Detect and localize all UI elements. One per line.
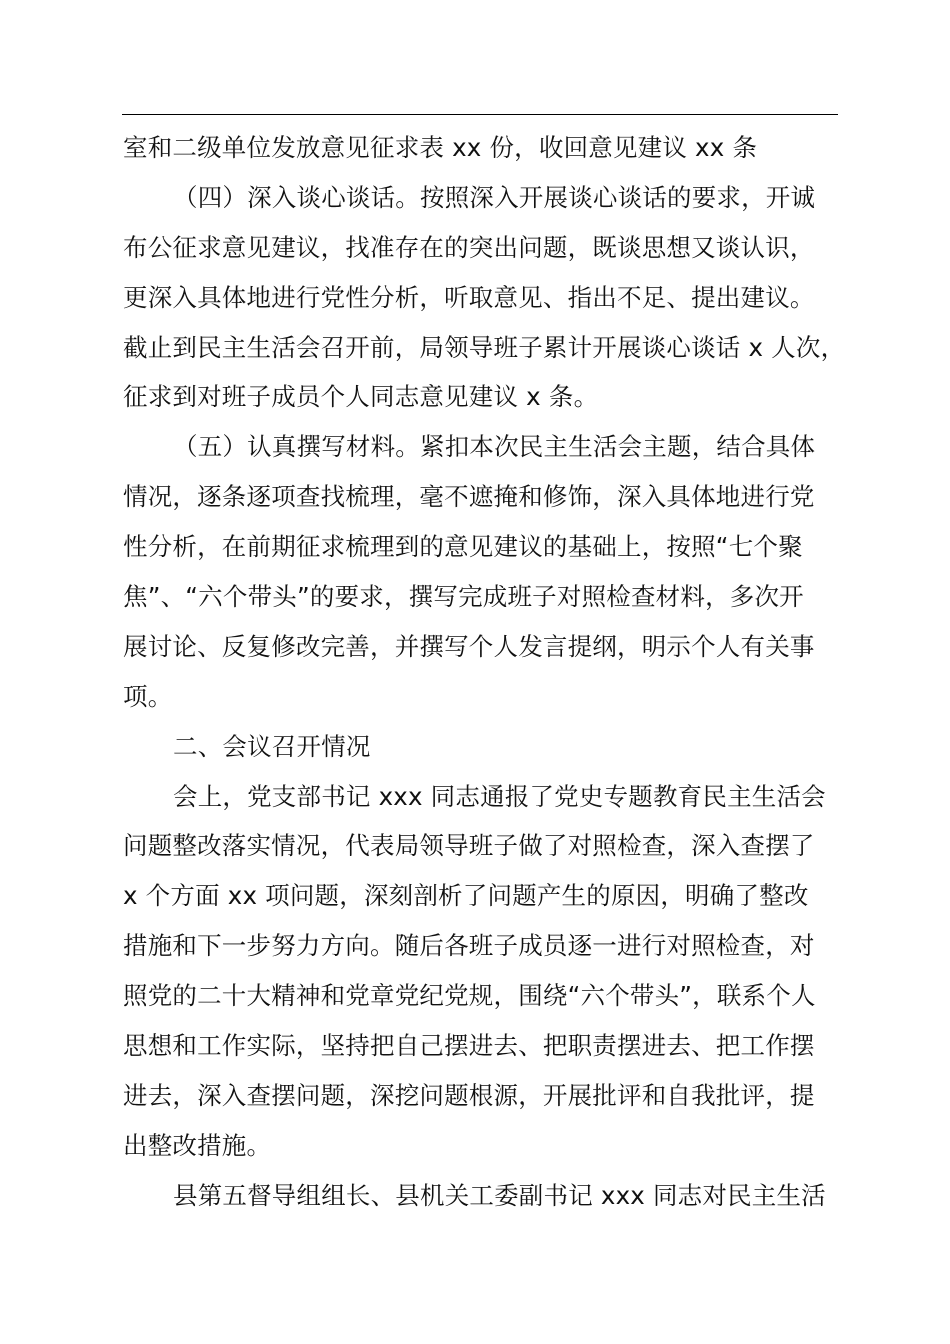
text-line: 更深入具体地进行党性分析，听取意见、指出不足、提出建议。 (123, 282, 815, 312)
paragraph-first-line: 会上，党支部书记 xxx 同志通报了党史专题教育民主生活会 (173, 781, 826, 811)
text-line: 照党的二十大精神和党章党纪党规，围绕“六个带头”，联系个人 (123, 981, 816, 1011)
text-line: 进去，深入查摆问题，深挖问题根源，开展批评和自我批评，提 (123, 1080, 815, 1110)
text-line: 性分析，在前期征求梳理到的意见建议的基础上，按照“七个聚 (123, 532, 803, 562)
text-line: 项。 (123, 681, 173, 711)
body-text (123, 123, 846, 1221)
text-line: 出整改措施。 (123, 1130, 272, 1160)
text-line: 思想和工作实际，坚持把自己摆进去、把职责摆进去、把工作摆 (123, 1031, 815, 1061)
paragraph-first-line: （五）认真撰写材料。紧扣本次民主生活会主题，结合具体 (173, 432, 816, 462)
text-line: 截止到民主生活会召开前，局领导班子累计开展谈心谈话 x 人次， (123, 332, 846, 362)
text-line: 征求到对班子成员个人同志意见建议 x 条。 (123, 382, 599, 412)
text-line: 室和二级单位发放意见征求表 xx 份，收回意见建议 xx 条 (123, 133, 758, 162)
text-line: 情况，逐条逐项查找梳理，毫不遮掩和修饰，深入具体地进行党 (123, 482, 815, 512)
paragraph-first-line: 县第五督导组组长、县机关工委副书记 xxx 同志对民主生活 (173, 1180, 826, 1210)
header-rule (122, 114, 838, 115)
text-line: 展讨论、反复修改完善，并撰写个人发言提纲，明示个人有关事 (123, 631, 815, 661)
text-line: 焦”、“六个带头”的要求，撰写完成班子对照检查材料，多次开 (123, 582, 804, 612)
text-line: x 个方面 xx 项问题，深刻剖析了问题产生的原因，明确了整改 (123, 881, 809, 911)
text-line: 布公征求意见建议，找准存在的突出问题，既谈思想又谈认识， (123, 232, 815, 262)
paragraph-first-line: （四）深入谈心谈话。按照深入开展谈心谈话的要求，开诚 (173, 182, 816, 212)
text-line: 措施和下一步努力方向。随后各班子成员逐一进行对照检查，对 (123, 931, 815, 961)
text-line: 问题整改落实情况，代表局领导班子做了对照检查，深入查摆了 (123, 831, 815, 861)
section-heading: 二、会议召开情况 (173, 731, 371, 761)
